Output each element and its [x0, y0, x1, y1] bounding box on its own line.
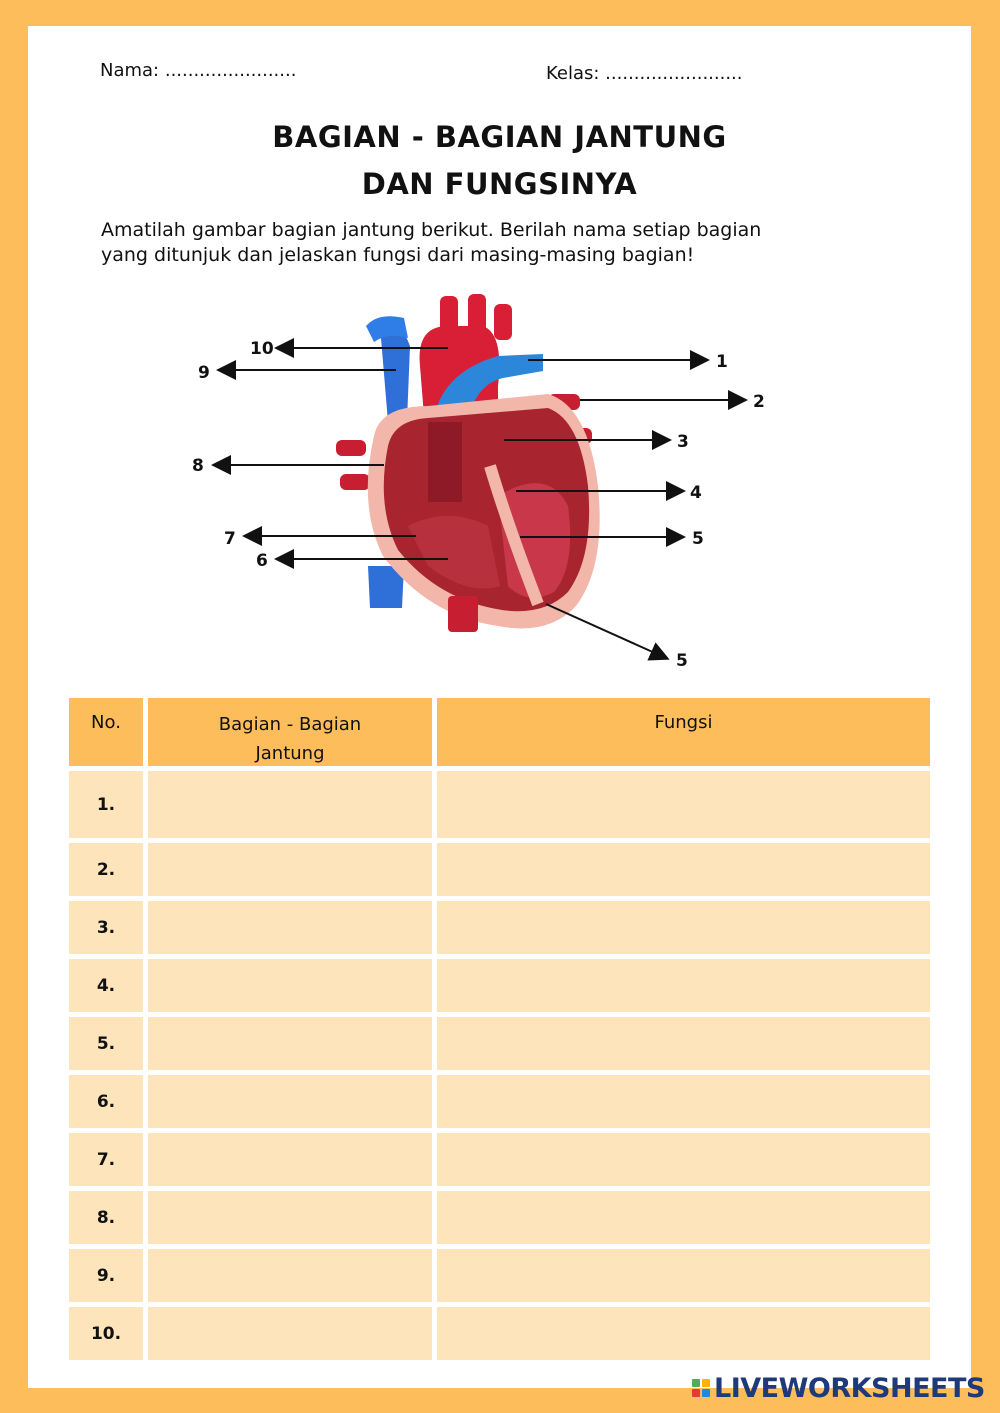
descending-aorta-illustration [448, 596, 478, 632]
class-field: Kelas: ........................ [546, 63, 743, 84]
table-row [69, 1249, 930, 1302]
diagram-label-1: 1 [716, 352, 728, 372]
row-number: 10. [69, 1307, 143, 1360]
row-number: 6. [69, 1075, 143, 1128]
header-part [148, 698, 432, 766]
part-answer-cell[interactable] [148, 1017, 432, 1070]
part-answer-cell[interactable] [148, 1075, 432, 1128]
diagram-label-5b: 5 [676, 651, 688, 671]
function-answer-cell[interactable] [437, 959, 930, 1012]
part-answer-cell[interactable] [148, 1133, 432, 1186]
table-row [69, 1133, 930, 1186]
function-answer-cell[interactable] [437, 843, 930, 896]
table-row [69, 1191, 930, 1244]
diagram-label-4: 4 [690, 483, 702, 503]
function-answer-cell[interactable] [437, 1249, 930, 1302]
part-answer-cell[interactable] [148, 843, 432, 896]
brand-name: LIVEWORKSHEETS [714, 1372, 985, 1404]
header-no: No. [69, 698, 143, 766]
function-answer-cell[interactable] [437, 1017, 930, 1070]
instruction-line-2: yang ditunjuk dan jelaskan fungsi dari masing-masing bagian! [101, 244, 695, 266]
diagram-label-5: 5 [692, 529, 704, 549]
function-answer-cell[interactable] [437, 1307, 930, 1360]
diagram-label-3: 3 [677, 432, 689, 452]
part-answer-cell[interactable] [148, 901, 432, 954]
table-row [69, 901, 930, 954]
part-answer-cell[interactable] [148, 1191, 432, 1244]
header-part-line1: Bagian - Bagian [218, 714, 362, 735]
diagram-label-2: 2 [753, 392, 765, 412]
row-number: 9. [69, 1249, 143, 1302]
instruction-line-1: Amatilah gambar bagian jantung berikut. Berilah nama setiap bagian [101, 219, 762, 241]
table-row [69, 1017, 930, 1070]
diagram-label-7: 7 [224, 529, 236, 549]
table-row [69, 771, 930, 838]
table-row [69, 1307, 930, 1360]
row-number: 7. [69, 1133, 143, 1186]
part-answer-cell[interactable] [148, 771, 432, 838]
worksheet-page [28, 26, 971, 1388]
table-header-row [69, 698, 930, 766]
function-answer-cell[interactable] [437, 1075, 930, 1128]
table-row [69, 1075, 930, 1128]
table-row [69, 959, 930, 1012]
part-answer-cell[interactable] [148, 1307, 432, 1360]
page-title: BAGIAN - BAGIAN JANTUNG [272, 120, 727, 154]
row-number: 3. [69, 901, 143, 954]
diagram-label-8: 8 [192, 456, 204, 476]
function-answer-cell[interactable] [437, 771, 930, 838]
row-number: 2. [69, 843, 143, 896]
liveworksheets-logo [692, 1372, 985, 1404]
page-subtitle: DAN FUNGSINYA [361, 167, 638, 201]
name-field: Nama: ....................... [100, 60, 297, 81]
part-answer-cell[interactable] [148, 959, 432, 1012]
diagram-label-9: 9 [198, 363, 210, 383]
heart-diagram [28, 26, 971, 686]
function-answer-cell[interactable] [437, 1133, 930, 1186]
function-answer-cell[interactable] [437, 1191, 930, 1244]
row-number: 4. [69, 959, 143, 1012]
diagram-label-6: 6 [256, 551, 268, 571]
row-number: 1. [69, 771, 143, 838]
part-answer-cell[interactable] [148, 1249, 432, 1302]
header-part-line2: Jantung [255, 743, 325, 764]
logo-mark-icon [692, 1379, 710, 1397]
row-number: 5. [69, 1017, 143, 1070]
diagram-label-10: 10 [250, 339, 274, 359]
function-answer-cell[interactable] [437, 901, 930, 954]
header-function: Fungsi [437, 698, 930, 766]
table-row [69, 843, 930, 896]
row-number: 8. [69, 1191, 143, 1244]
